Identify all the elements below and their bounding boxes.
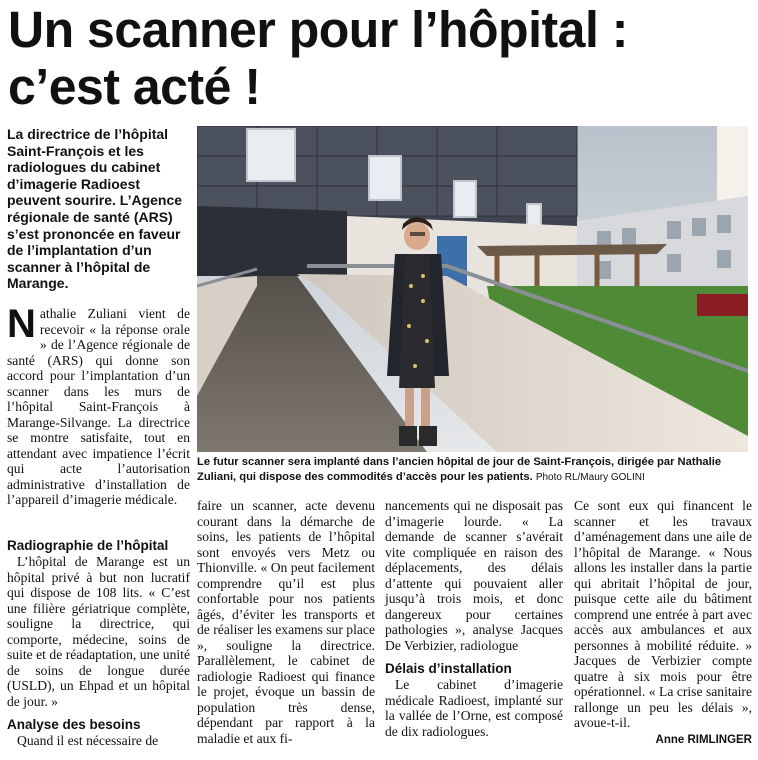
column-2 — [197, 498, 375, 746]
author-byline: Anne RIMLINGER — [655, 733, 752, 746]
subhead-delais: Délais d’installation — [385, 661, 512, 676]
photo-credit: Photo RL/Maury GOLINI — [535, 472, 645, 483]
paragraph-delais: Le cabinet d’imagerie médicale Radioest, implanté sur la vallée de l’Orne, est composé de dix radiologues. — [385, 677, 563, 739]
caption-text: Le futur scanner sera implanté dans l’ancien hôpital de jour de Saint-François, dirigée par Nathalie Zuliani, qui dispose des commodités d’accès pour les patients. — [197, 456, 722, 483]
article-photo — [197, 126, 748, 452]
subhead-radiographie: Radiographie de l’hôpital — [7, 538, 169, 553]
headline-line-2: c’est acté ! — [8, 58, 261, 116]
paragraph-radiographie: L’hôpital de Marange est un hôpital privé à but non lucratif qui dispose de 108 lits. « C’est une filière gériatrique complète, souligne la directrice, qui comporte, médecine, soins de suite et de réadaptation, une unité de soins de longue durée (USLD), un Ehpad et un hôpital de jour. » — [7, 554, 190, 709]
hospital-courtyard-photo — [197, 126, 748, 452]
article-lede: La directrice de l’hôpital Saint-François et les radiologues du cabinet d’imagerie Radioest peuvent sourire. L’Agence régionale de santé (ARS) s’est prononcée en faveur de l’implantation d’un scanner à l’hôpital de Marange. — [7, 126, 183, 292]
paragraph-col3: nancements qui ne disposait pas d’imagerie lourde. « La demande de scanner s’avérait vite compliquée en raison des déplacements, des délais d’attente qui pouvaient aller jusqu’à trois mois, et donc dangereux pour certaines pathologies », analyse Jacques De Verbizier, radiologue — [385, 498, 563, 653]
column-1 — [7, 530, 190, 749]
photo-caption — [197, 455, 750, 485]
paragraph-analyse: Quand il est nécessaire de — [17, 733, 159, 748]
column-4 — [574, 498, 752, 748]
article-headline — [8, 1, 753, 115]
column-3 — [385, 498, 563, 739]
paragraph-col4: Ce sont eux qui financent le scanner et les travaux d’aménagement dans une aile de l’hôpital de Marange. « Nous allons les installer dans la partie qui abritait l’hôpital de jour, puisque cette aile du bâtiment comprend une entrée à part avec accès aux ambulances et aux personnes à mobilité réduite. » Jacques de Verbizier compte quatre à six mois pour être opérationnel. « La crise sanitaire rallonge un peu les délais », avoue-t-il. — [574, 498, 752, 730]
paragraph-col2: faire un scanner, acte devenu courant dans la démarche de soins, les patients de l’hôpital sont envoyés vers Metz ou Thionville. « On peut facilement comprendre qu’il est plus confortable pour nos patients âgés, d’éviter les transports et de réaliser les examens sur place », souligne la directrice. Parallèlement, le cabinet de radiologie Radioest qui finance le projet, évoque un bassin de population très dense, dépendant par rapport à la maladie et aux fi- — [197, 498, 375, 746]
headline-line-1: Un scanner pour l’hôpital : — [8, 0, 628, 58]
drop-cap: N — [7, 302, 36, 346]
subhead-analyse: Analyse des besoins — [7, 717, 141, 732]
intro-text: athalie Zuliani vient de recevoir « la réponse orale » de l’Agence régionale de santé (ARS) qui donne son accord pour l’implantation d’un scanner dans les murs de l’hôpital Saint-François à Marange-Silvange. La directrice se montre satisfaite, tout en attendant avec impatience l’écrit qui acte l’autorisation administrative d’installation de l’appareil d’imagerie médicale. — [7, 306, 190, 507]
intro-paragraph — [7, 302, 190, 508]
